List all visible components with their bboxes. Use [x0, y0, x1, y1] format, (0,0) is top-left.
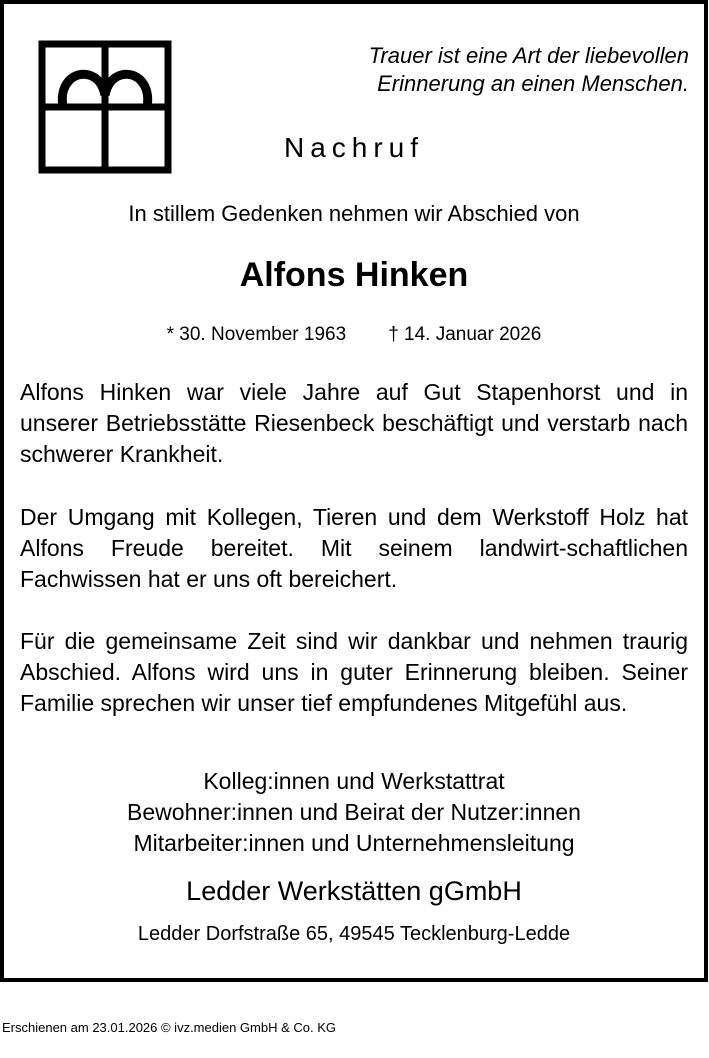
organization-name: Ledder Werkstätten gGmbH: [186, 876, 522, 906]
motto-line: Erinnerung an einen Menschen.: [377, 71, 689, 96]
motto-quote: [369, 42, 689, 98]
body-paragraph: Der Umgang mit Kollegen, Tieren und dem Werkstoff Holz hat Alfons Freude bereitet. Mit seinem landwirt-schaftlichen Fachwissen hat er uns oft bereichert.: [20, 504, 688, 592]
signers-list: [4, 766, 704, 859]
motto-line: Trauer ist eine Art der liebevollen: [368, 43, 689, 68]
publication-footer: Erschienen am 23.01.2026 © ivz.medien GmbH & Co. KG: [2, 1020, 337, 1035]
signer-line: Mitarbeiter:innen und Unternehmensleitung: [133, 830, 575, 856]
deceased-name: Alfons Hinken: [239, 256, 469, 294]
intro-text: In stillem Gedenken nehmen wir Abschied von: [128, 201, 580, 226]
body-paragraph: Für die gemeinsame Zeit sind wir dankbar und nehmen traurig Abschied. Alfons wird uns in guter Erinnerung bleiben. Seiner Familie sprechen wir unser tief empfundenes Mitgefühl aus.: [20, 628, 688, 716]
birth-date: * 30. November 1963: [166, 324, 347, 345]
death-date: † 14. Januar 2026: [388, 324, 542, 345]
signer-line: Bewohner:innen und Beirat der Nutzer:innen: [127, 799, 581, 825]
signer-line: Kolleg:innen und Werkstattrat: [203, 768, 505, 794]
obituary-heading: Nachruf: [283, 132, 425, 163]
body-paragraph: Alfons Hinken war viele Jahre auf Gut Stapenhorst und in unserer Betriebsstätte Riesenbeck beschäftigt und verstarb nach schwerer Krankheit.: [20, 379, 688, 467]
organization-address: Ledder Dorfstraße 65, 49545 Tecklenburg-Ledde: [137, 923, 571, 945]
life-dates: [4, 324, 704, 346]
